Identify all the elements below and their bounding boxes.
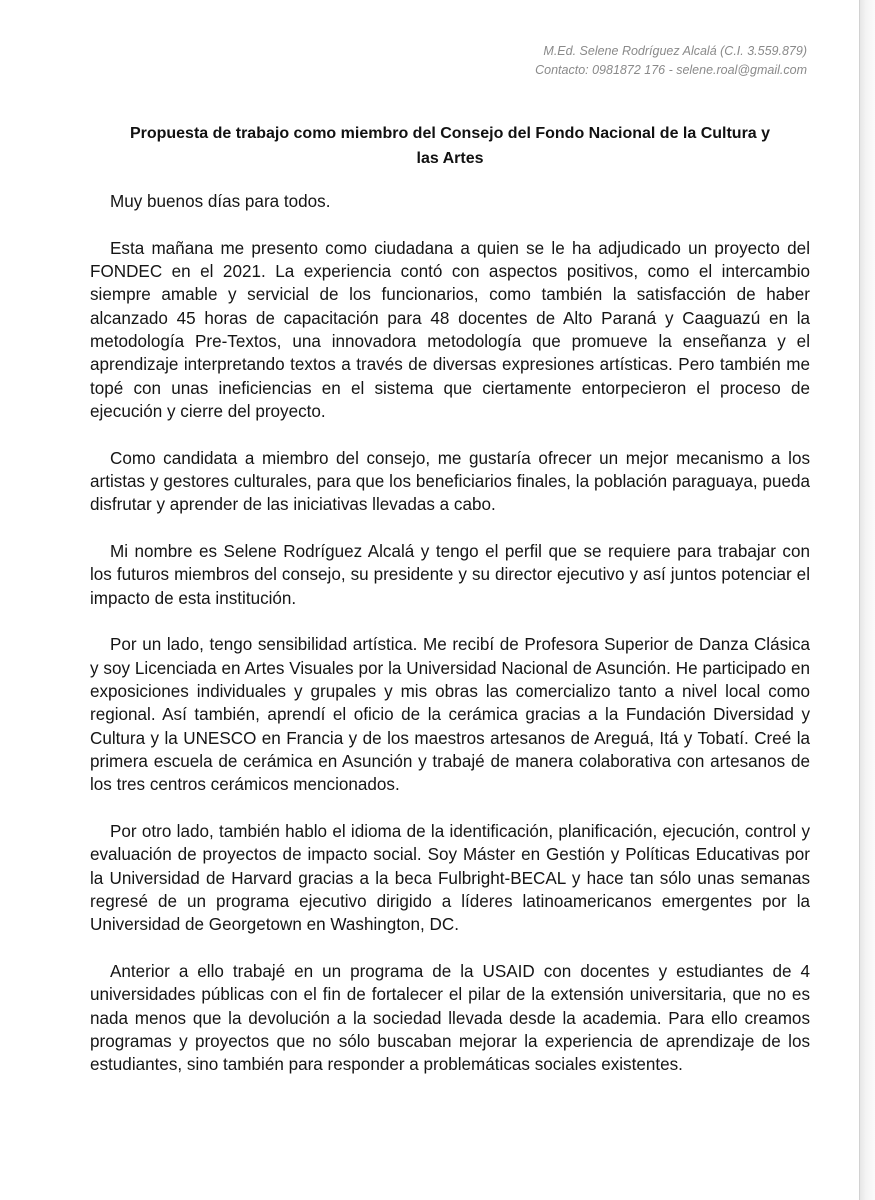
document-body: [90, 190, 810, 1100]
title-line-1: Propuesta de trabajo como miembro del Consejo del Fondo Nacional de la Cultura y: [129, 125, 771, 142]
paragraph-fondec-experience: Esta mañana me presento como ciudadana a quien se le ha adjudicado un proyecto del FONDEC en el 2021. La experiencia contó con aspectos positivos, como el intercambio siempre amable y servicial de los funcionarios, como también la satisfacción de haber alcanzado 45 horas de capacitación para 48 docentes de Alto Paraná y Caaguazú en la metodología Pre-Textos, una innovadora metodología que promueve la enseñanza y el aprendizaje interpretando textos a través de diversas expresiones artísticas. Pero también me topé con unas ineficiencias en el sistema que ciertamente entorpecieron el proceso de ejecución y cierre del proyecto.: [90, 238, 810, 421]
paragraph-profile: Mi nombre es Selene Rodríguez Alcalá y tengo el perfil que se requiere para trabajar con los futuros miembros del consejo, su presidente y su director ejecutivo y así juntos potenciar el impacto de esta institución.: [90, 542, 810, 608]
paragraph-project-management: Por otro lado, también hablo el idioma de la identificación, planificación, ejecución, control y evaluación de proyectos de impacto social. Soy Máster en Gestión y Políticas Educativas por la Universidad de Harvard gracias a la beca Fulbright-BECAL y hace tan sólo unas semanas regresé de un programa ejecutivo dirigido a líderes latinoamericanos emergentes por la Universidad de Georgetown en Washington, DC.: [90, 822, 810, 935]
author-line: M.Ed. Selene Rodríguez Alcalá (C.I. 3.559.879): [543, 44, 807, 58]
document-header: [535, 42, 807, 80]
paragraph-greeting: Muy buenos días para todos.: [110, 192, 331, 211]
paragraph-artistic-background: Por un lado, tengo sensibilidad artística. Me recibí de Profesora Superior de Danza Clásica y soy Licenciada en Artes Visuales por la Universidad Nacional de Asunción. He participado en exposiciones individuales y grupales y mis obras las comercializo tanto a nivel local como regional. Así también, aprendí el oficio de la cerámica gracias a la Fundación Diversidad y Cultura y la UNESCO en Francia y de los maestros artesanos de Areguá, Itá y Tobatí. Creé la primera escuela de cerámica en Asunción y trabajé de manera colaborativa con artesanos de los tres centros cerámicos mencionados.: [90, 635, 810, 795]
page-edge-border: [859, 0, 875, 1200]
title-line-2: las Artes: [416, 150, 484, 167]
contact-line: Contacto: 0981872 176 - selene.roal@gmail.com: [535, 63, 807, 77]
paragraph-candidacy: Como candidata a miembro del consejo, me gustaría ofrecer un mejor mecanismo a los artistas y gestores culturales, para que los beneficiarios finales, la población paraguaya, pueda disfrutar y aprender de las iniciativas llevadas a cabo.: [90, 448, 810, 515]
document-title: [90, 121, 810, 171]
paragraph-usaid-program: Anterior a ello trabajé en un programa de la USAID con docentes y estudiantes de 4 universidades públicas con el fin de fortalecer el pilar de la extensión universitaria, que no es nada menos que la devolución a la sociedad llevada desde la academia. Para ello creamos programas y proyectos que no sólo buscaban mejorar la experiencia de aprendizaje de los estudiantes, sino también para responder a problemáticas sociales existentes.: [90, 962, 810, 1075]
